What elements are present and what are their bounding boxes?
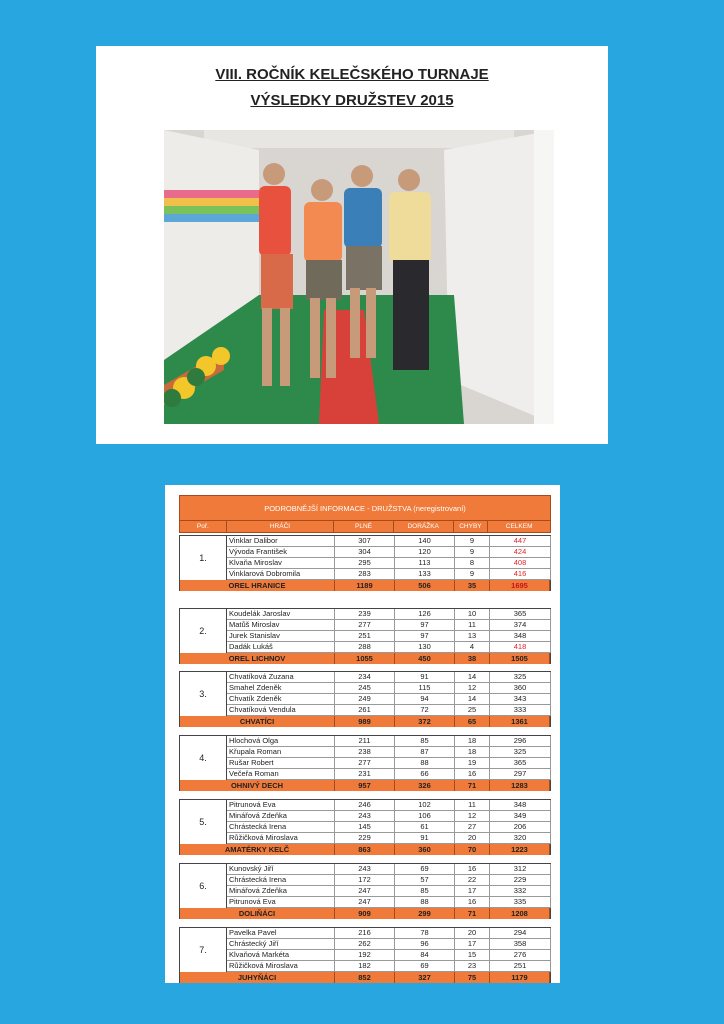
chyby-cell: 18 [455,747,490,757]
dorazka-cell: 96 [395,939,455,949]
plne-cell: 229 [335,833,395,843]
plne-cell: 288 [335,642,395,652]
column-header: Poř. [180,521,227,532]
player-row [227,620,551,631]
player-name: Minářová Zdeňka [227,886,335,896]
dorazka-cell: 84 [395,950,455,960]
celkem-cell: 229 [490,875,551,885]
team-total-chyby: 71 [455,908,490,919]
team-total-plne: 863 [335,844,395,855]
celkem-cell: 374 [490,620,551,630]
team-total-dorazka: 299 [395,908,455,919]
chyby-cell: 22 [455,875,490,885]
celkem-cell: 408 [490,558,551,568]
player-row [227,747,551,758]
plne-cell: 261 [335,705,395,715]
celkem-cell: 418 [490,642,551,652]
dorazka-cell: 102 [395,800,455,810]
player-row [227,558,551,569]
dorazka-cell: 87 [395,747,455,757]
player-name: Pavelka Pavel [227,928,335,938]
player-row [227,536,551,547]
player-row [227,928,551,939]
chyby-cell: 20 [455,928,490,938]
player-row [227,672,551,683]
rank-cell: 5. [180,800,227,844]
chyby-cell: 4 [455,642,490,652]
celkem-cell: 343 [490,694,551,704]
dorazka-cell: 91 [395,672,455,682]
column-header: CELKEM [505,523,533,530]
player-row [227,547,551,558]
table-title: PODROBNĚJŠÍ INFORMACE - DRUŽSTVA (neregistrovaní) [179,495,551,521]
plne-cell: 243 [335,811,395,821]
plne-cell: 245 [335,683,395,693]
chyby-cell: 20 [455,833,490,843]
team-total-celkem: 1283 [490,780,550,791]
team-name: CHVATÍCI [180,716,335,727]
celkem-cell: 332 [490,886,551,896]
column-header: CHYBY [454,521,489,532]
player-name: Vinklarová Dobromila [227,569,335,579]
plne-cell: 239 [335,609,395,619]
player-name: Minářová Zdeňka [227,811,335,821]
player-row [227,833,551,844]
player-row [227,822,551,833]
player-row [227,631,551,642]
title-card [96,46,608,444]
player-name: Klvaňa Miroslav [227,558,335,568]
team-group [179,927,551,983]
player-row [227,694,551,705]
dorazka-cell: 78 [395,928,455,938]
dorazka-cell: 106 [395,811,455,821]
plne-cell: 243 [335,864,395,874]
chyby-cell: 27 [455,822,490,832]
chyby-cell: 18 [455,736,490,746]
team-total-dorazka: 327 [395,972,455,983]
team-total-row [180,908,550,919]
team-name: OREL HRANICE [180,580,335,591]
player-row [227,864,551,875]
chyby-cell: 16 [455,769,490,779]
player-name: Hlochová Olga [227,736,335,746]
player-row [227,961,551,972]
dorazka-cell: 66 [395,769,455,779]
player-row [227,569,551,580]
team-total-plne: 1189 [335,580,395,591]
player-row [227,705,551,716]
player-row [227,811,551,822]
celkem-cell: 206 [490,822,551,832]
dorazka-cell: 72 [395,705,455,715]
player-name: Klvaňová Markéta [227,950,335,960]
team-name: JUHYŇÁCI [180,972,335,983]
player-name: Koudelák Jaroslav [227,609,335,619]
team-total-celkem: 1208 [490,908,550,919]
team-group [179,671,551,727]
plne-cell: 246 [335,800,395,810]
celkem-cell: 365 [490,758,551,768]
chyby-cell: 16 [455,864,490,874]
team-total-chyby: 71 [455,780,490,791]
celkem-cell: 365 [490,609,551,619]
dorazka-cell: 88 [395,897,455,907]
dorazka-cell: 113 [395,558,455,568]
player-row [227,897,551,908]
dorazka-cell: 130 [395,642,455,652]
player-row [227,875,551,886]
dorazka-cell: 61 [395,822,455,832]
team-total-plne: 852 [335,972,395,983]
team-photo [164,130,554,424]
dorazka-cell: 140 [395,536,455,546]
plne-cell: 283 [335,569,395,579]
chyby-cell: 9 [455,569,490,579]
chyby-cell: 19 [455,758,490,768]
player-name: Vývoda František [227,547,335,557]
team-name: OREL LICHNOV [180,653,335,664]
celkem-cell: 294 [490,928,551,938]
player-name: Jurek Stanislav [227,631,335,641]
chyby-cell: 17 [455,939,490,949]
player-name: Rušar Robert [227,758,335,768]
chyby-cell: 14 [455,694,490,704]
team-total-chyby: 75 [455,972,490,983]
player-name: Kunovský Jiří [227,864,335,874]
team-total-row [180,580,550,591]
team-total-plne: 909 [335,908,395,919]
player-name: Vinklar Dalibor [227,536,335,546]
celkem-cell: 447 [490,536,551,546]
team-total-celkem: 1505 [490,653,550,664]
player-name: Růžičková Miroslava [227,833,335,843]
team-total-celkem: 1695 [490,580,550,591]
chyby-cell: 17 [455,886,490,896]
player-name: Chvatík Zdeněk [227,694,335,704]
celkem-cell: 424 [490,547,551,557]
player-name: Chvatíková Zuzana [227,672,335,682]
plne-cell: 192 [335,950,395,960]
player-row [227,939,551,950]
player-name: Dadák Lukáš [227,642,335,652]
column-header: PLNÉ [334,521,394,532]
team-total-chyby: 65 [455,716,490,727]
player-row [227,886,551,897]
plne-cell: 172 [335,875,395,885]
column-header-row [179,521,551,533]
chyby-cell: 11 [455,800,490,810]
team-total-chyby: 35 [455,580,490,591]
dorazka-cell: 97 [395,620,455,630]
dorazka-cell: 69 [395,864,455,874]
player-name: Pitrunová Eva [227,897,335,907]
chyby-cell: 14 [455,672,490,682]
team-name: AMATÉRKY KELČ [180,844,335,855]
team-group [179,863,551,919]
player-name: Večeřa Roman [227,769,335,779]
chyby-cell: 13 [455,631,490,641]
rank-cell: 6. [180,864,227,908]
team-total-dorazka: 326 [395,780,455,791]
player-row [227,683,551,694]
player-name: Matůš Miroslav [227,620,335,630]
dorazka-cell: 133 [395,569,455,579]
celkem-cell: 358 [490,939,551,949]
plne-cell: 216 [335,928,395,938]
dorazka-cell: 85 [395,736,455,746]
celkem-cell: 312 [490,864,551,874]
team-total-row [180,653,550,664]
team-total-celkem: 1361 [490,716,550,727]
player-name: Chrástecký Jiří [227,939,335,949]
celkem-cell: 348 [490,631,551,641]
chyby-cell: 23 [455,961,490,971]
chyby-cell: 16 [455,897,490,907]
plne-cell: 231 [335,769,395,779]
celkem-cell: 416 [490,569,551,579]
team-total-dorazka: 372 [395,716,455,727]
dorazka-cell: 97 [395,631,455,641]
player-row [227,950,551,961]
plne-cell: 182 [335,961,395,971]
chyby-cell: 8 [455,558,490,568]
team-total-row [180,844,550,855]
plne-cell: 247 [335,886,395,896]
celkem-cell: 325 [490,672,551,682]
results-table-card [165,485,560,983]
chyby-cell: 11 [455,620,490,630]
team-group [179,799,551,855]
dorazka-cell: 126 [395,609,455,619]
rank-cell: 2. [180,609,227,653]
dorazka-cell: 85 [395,886,455,896]
results-table [179,495,551,982]
team-total-chyby: 70 [455,844,490,855]
celkem-cell: 325 [490,747,551,757]
team-total-plne: 1055 [335,653,395,664]
chyby-cell: 10 [455,609,490,619]
player-name: Růžičková Miroslava [227,961,335,971]
plne-cell: 262 [335,939,395,949]
plne-cell: 295 [335,558,395,568]
column-header: HRÁČI [227,521,334,532]
celkem-cell: 335 [490,897,551,907]
plne-cell: 307 [335,536,395,546]
plne-cell: 211 [335,736,395,746]
plne-cell: 277 [335,758,395,768]
player-name: Smahel Zdeněk [227,683,335,693]
celkem-cell: 349 [490,811,551,821]
celkem-cell: 297 [490,769,551,779]
player-name: Chrástecká Irena [227,822,335,832]
team-group [179,535,551,591]
dorazka-cell: 120 [395,547,455,557]
team-total-dorazka: 450 [395,653,455,664]
rank-cell: 1. [180,536,227,580]
player-row [227,609,551,620]
dorazka-cell: 91 [395,833,455,843]
player-name: Chvatíková Vendula [227,705,335,715]
celkem-cell: 276 [490,950,551,960]
player-row [227,800,551,811]
chyby-cell: 9 [455,547,490,557]
chyby-cell: 12 [455,811,490,821]
results-subtitle: VÝSLEDKY DRUŽSTEV 2015 [250,92,454,109]
dorazka-cell: 94 [395,694,455,704]
plne-cell: 277 [335,620,395,630]
team-total-row [180,716,550,727]
chyby-cell: 9 [455,536,490,546]
chyby-cell: 15 [455,950,490,960]
celkem-cell: 348 [490,800,551,810]
team-total-dorazka: 506 [395,580,455,591]
plne-cell: 145 [335,822,395,832]
dorazka-cell: 57 [395,875,455,885]
team-total-row [180,780,550,791]
celkem-cell: 360 [490,683,551,693]
plne-cell: 251 [335,631,395,641]
team-total-plne: 989 [335,716,395,727]
rank-cell: 4. [180,736,227,780]
player-name: Křupala Roman [227,747,335,757]
plne-cell: 249 [335,694,395,704]
player-row [227,769,551,780]
rank-cell: 7. [180,928,227,972]
player-name: Chrástecká Irena [227,875,335,885]
team-total-dorazka: 360 [395,844,455,855]
plne-cell: 238 [335,747,395,757]
column-header: DORÁŽKA [394,521,454,532]
player-row [227,736,551,747]
rank-cell: 3. [180,672,227,716]
player-name: Pitrunová Eva [227,800,335,810]
team-name: DOLIŇÁCI [180,908,335,919]
plne-cell: 247 [335,897,395,907]
plne-cell: 304 [335,547,395,557]
dorazka-cell: 69 [395,961,455,971]
celkem-cell: 296 [490,736,551,746]
chyby-cell: 25 [455,705,490,715]
team-total-chyby: 38 [455,653,490,664]
dorazka-cell: 115 [395,683,455,693]
team-total-celkem: 1223 [490,844,550,855]
tournament-title: VIII. ROČNÍK KELEČSKÉHO TURNAJE [215,66,489,83]
team-group [179,735,551,791]
team-total-plne: 957 [335,780,395,791]
plne-cell: 234 [335,672,395,682]
dorazka-cell: 88 [395,758,455,768]
player-row [227,642,551,653]
team-name: OHNIVÝ DECH [180,780,335,791]
chyby-cell: 12 [455,683,490,693]
player-row [227,758,551,769]
celkem-cell: 333 [490,705,551,715]
celkem-cell: 320 [490,833,551,843]
celkem-cell: 251 [490,961,551,971]
team-total-celkem: 1179 [490,972,550,983]
team-total-row [180,972,550,983]
team-group [179,608,551,664]
